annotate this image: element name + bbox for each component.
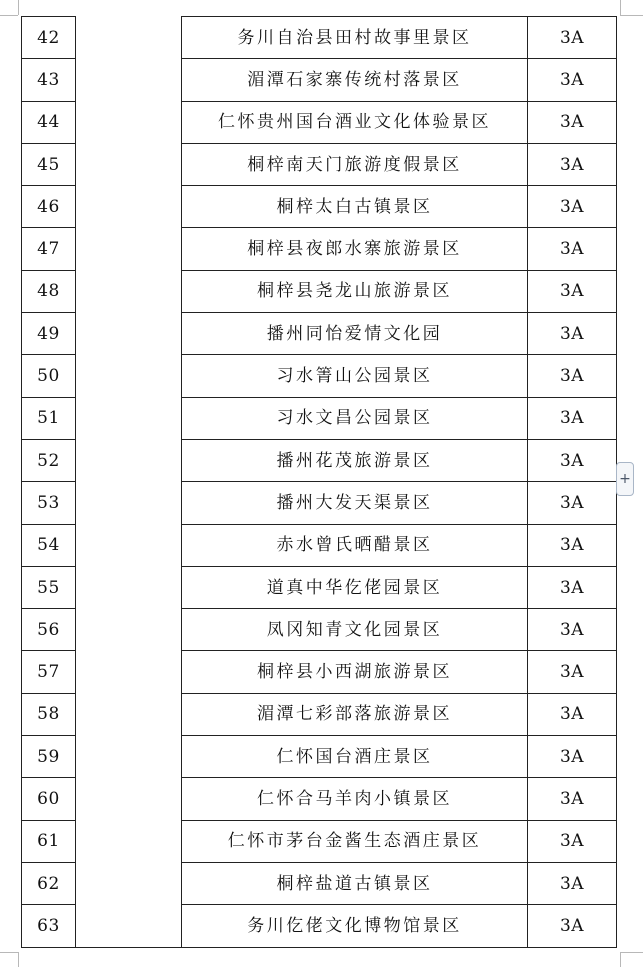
scenic-area-grade: 3A — [528, 524, 617, 566]
scenic-area-name: 桐梓南天门旅游度假景区 — [182, 143, 528, 185]
crop-mark-top-left — [0, 15, 18, 16]
scenic-area-name: 桐梓县小西湖旅游景区 — [182, 651, 528, 693]
scenic-area-name: 仁怀市茅台金酱生态酒庄景区 — [182, 820, 528, 862]
scenic-area-grade: 3A — [528, 186, 617, 228]
scenic-area-grade: 3A — [528, 609, 617, 651]
scenic-area-name: 凤冈知青文化园景区 — [182, 609, 528, 651]
row-number: 56 — [22, 609, 76, 651]
scenic-area-grade: 3A — [528, 439, 617, 481]
crop-mark-bottom-right — [620, 952, 643, 953]
scenic-area-name: 习水文昌公园景区 — [182, 397, 528, 439]
row-number: 61 — [22, 820, 76, 862]
crop-mark-bottom-left — [18, 952, 19, 967]
row-number: 46 — [22, 186, 76, 228]
scenic-area-name: 播州同怡爱情文化园 — [182, 313, 528, 355]
scenic-area-grade: 3A — [528, 693, 617, 735]
row-number: 55 — [22, 566, 76, 608]
row-number: 53 — [22, 482, 76, 524]
plus-icon: + — [619, 471, 631, 487]
crop-mark-top-right — [620, 0, 621, 15]
row-number: 47 — [22, 228, 76, 270]
scenic-area-grade: 3A — [528, 820, 617, 862]
scenic-area-grade: 3A — [528, 355, 617, 397]
scenic-area-name: 桐梓县夜郎水寨旅游景区 — [182, 228, 528, 270]
table-row — [22, 17, 617, 59]
scenic-area-name: 桐梓盐道古镇景区 — [182, 862, 528, 904]
crop-mark-bottom-right — [620, 952, 621, 967]
row-number: 60 — [22, 778, 76, 820]
region-merged-cell — [76, 17, 182, 948]
scenic-area-grade: 3A — [528, 59, 617, 101]
scenic-area-grade: 3A — [528, 17, 617, 59]
scenic-area-name: 道真中华仡佬园景区 — [182, 566, 528, 608]
scenic-area-name: 播州大发天渠景区 — [182, 482, 528, 524]
scenic-area-grade: 3A — [528, 651, 617, 693]
scenic-area-name: 仁怀国台酒庄景区 — [182, 736, 528, 778]
row-number: 50 — [22, 355, 76, 397]
scenic-area-name: 桐梓县尧龙山旅游景区 — [182, 270, 528, 312]
crop-mark-top-right — [620, 15, 643, 16]
scenic-area-grade: 3A — [528, 736, 617, 778]
row-number: 62 — [22, 862, 76, 904]
scenic-area-name: 务川自治县田村故事里景区 — [182, 17, 528, 59]
table-body — [22, 17, 617, 948]
row-number: 59 — [22, 736, 76, 778]
scenic-area-name: 务川仡佬文化博物馆景区 — [182, 905, 528, 947]
row-number: 54 — [22, 524, 76, 566]
scenic-area-name: 习水箐山公园景区 — [182, 355, 528, 397]
row-number: 42 — [22, 17, 76, 59]
scenic-area-name: 湄潭七彩部落旅游景区 — [182, 693, 528, 735]
scenic-area-name: 仁怀贵州国台酒业文化体验景区 — [182, 101, 528, 143]
row-number: 63 — [22, 905, 76, 947]
scenic-area-grade: 3A — [528, 101, 617, 143]
scenic-area-name: 仁怀合马羊肉小镇景区 — [182, 778, 528, 820]
scenic-area-name: 桐梓太白古镇景区 — [182, 186, 528, 228]
row-number: 58 — [22, 693, 76, 735]
add-row-button[interactable] — [616, 462, 634, 496]
scenic-area-grade: 3A — [528, 482, 617, 524]
scenic-area-name: 播州花茂旅游景区 — [182, 439, 528, 481]
scenic-area-name: 湄潭石家寨传统村落景区 — [182, 59, 528, 101]
scenic-area-table — [21, 16, 617, 948]
scenic-area-grade: 3A — [528, 566, 617, 608]
scenic-area-grade: 3A — [528, 270, 617, 312]
crop-mark-bottom-left — [0, 952, 18, 953]
row-number: 45 — [22, 143, 76, 185]
scenic-area-grade: 3A — [528, 228, 617, 270]
row-number: 43 — [22, 59, 76, 101]
scenic-area-grade: 3A — [528, 778, 617, 820]
row-number: 48 — [22, 270, 76, 312]
scenic-area-grade: 3A — [528, 862, 617, 904]
scenic-area-grade: 3A — [528, 313, 617, 355]
scenic-area-name: 赤水曾氏晒醋景区 — [182, 524, 528, 566]
row-number: 52 — [22, 439, 76, 481]
row-number: 49 — [22, 313, 76, 355]
row-number: 57 — [22, 651, 76, 693]
scenic-area-grade: 3A — [528, 143, 617, 185]
row-number: 44 — [22, 101, 76, 143]
scenic-area-grade: 3A — [528, 397, 617, 439]
scenic-area-grade: 3A — [528, 905, 617, 947]
row-number: 51 — [22, 397, 76, 439]
crop-mark-top-left — [18, 0, 19, 15]
